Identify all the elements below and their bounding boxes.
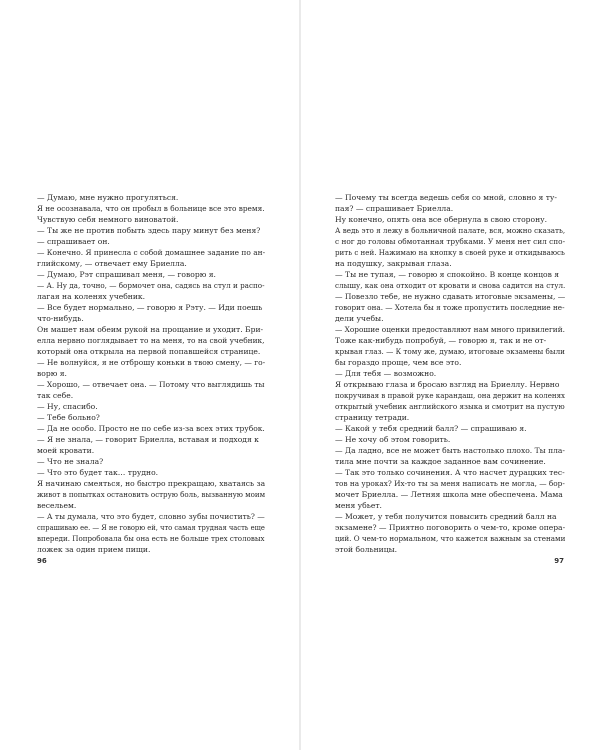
text-line: живот в попытках остановить острую боль, вызванную моим: [37, 490, 266, 499]
text-line: впереди. Попробовала бы она есть не больше трех столовых: [37, 534, 265, 543]
text-line: меня убьет.: [335, 501, 382, 510]
text-line: слышу, как она отходит от кровати и снова садится на стул.: [335, 281, 566, 290]
right-page-number: 97: [554, 557, 564, 565]
text-line: который она открыла на первой попавшейся странице.: [37, 347, 261, 356]
text-line: что-нибудь.: [37, 314, 84, 323]
text-line: — Ты же не против побыть здесь пару минут без меня?: [37, 226, 261, 235]
text-line: тила мне почти за каждое заданное вам сочинение.: [335, 457, 546, 466]
right-page: [300, 0, 600, 750]
right-page-text: [335, 192, 565, 555]
text-line: — Да не особо. Просто не по себе из-за всех этих трубок.: [37, 424, 265, 433]
text-line: тов на уроках? Их-то ты за меня написать не могла, — бор-: [335, 479, 565, 488]
text-line: — Что это будет так… трудно.: [37, 468, 159, 477]
text-line: — Что не знала?: [37, 457, 104, 466]
text-line: мочет Бриелла. — Летняя школа мне обеспечена. Мама: [335, 490, 563, 499]
text-line: пая? — спрашивает Бриелла.: [335, 204, 454, 213]
text-line: бы гораздо проще, чем все это.: [335, 358, 462, 367]
text-line: экзамене? — Приятно поговорить о чем-то, кроме опера-: [335, 523, 566, 532]
text-line: ций. О чем-то нормальном, что кажется важным за стенами: [335, 534, 566, 543]
text-line: — Хорошие оценки предоставляют нам много привилегий.: [335, 325, 565, 334]
text-line: — Какой у тебя средний балл? — спрашиваю я.: [335, 424, 527, 433]
text-line: Я открываю глаза и бросаю взгляд на Бриеллу. Нервно: [335, 380, 560, 389]
text-line: — Для тебя — возможно.: [335, 369, 437, 378]
text-line: — Ну, спасибо.: [37, 402, 98, 411]
text-line: Я не осознавала, что он пробыл в больнице все это время.: [37, 204, 265, 213]
text-line: — Не волнуйся, я не отброшу коньки в твою смену, — го-: [37, 358, 266, 367]
text-line: А ведь это я лежу в больничной палате, вся, можно сказать,: [335, 226, 566, 235]
left-page-number: 96: [37, 557, 47, 565]
text-line: говорит она. — Хотела бы я тоже пропустить последние не-: [335, 303, 565, 312]
text-line: этой больницы.: [335, 545, 398, 554]
text-line: Он машет нам обеим рукой на прощание и уходит. Бри-: [37, 325, 264, 334]
text-line: — А. Ну да, точно, — бормочет она, садясь на стул и распо-: [37, 281, 265, 290]
text-line: — Не хочу об этом говорить.: [335, 435, 451, 444]
text-line: Чувствую себя немного виноватой.: [37, 215, 179, 224]
text-line: — Я не знала, — говорит Бриелла, вставая и подходя к: [37, 435, 259, 444]
text-line: весельем.: [37, 501, 77, 510]
text-line: — Думаю, мне нужно прогуляться.: [37, 193, 179, 202]
text-line: моей кровати.: [37, 446, 95, 455]
text-line: спрашиваю ее. — Я не говорю ей, что самая трудная часть еще: [37, 523, 265, 532]
text-line: — Хорошо, — отвечает она. — Потому что выглядишь ты: [37, 380, 265, 389]
text-line: елла нервно поглядывает то на меня, то на свой учебник,: [37, 336, 265, 345]
text-line: — Конечно. Я принесла с собой домашнее задание по ан-: [37, 248, 266, 257]
text-line: глийскому, — отвечает ему Бриелла.: [37, 259, 187, 268]
text-line: ложек за один прием пищи.: [37, 545, 151, 554]
text-line: страницу тетради.: [335, 413, 410, 422]
text-line: — Да ладно, все не может быть настолько плохо. Ты пла-: [335, 446, 565, 455]
text-line: покручивая в правой руке карандаш, она держит на коленях: [335, 391, 566, 400]
left-page-text: [37, 192, 265, 555]
text-line: крывая глаз. — К тому же, думаю, итоговые экзамены были: [335, 347, 565, 356]
text-line: — Все будет нормально, — говорю я Рэту. — Иди поешь: [37, 303, 263, 312]
text-line: — Тебе больно?: [37, 413, 100, 422]
text-line: — Может, у тебя получится повысить средний балл на: [335, 512, 557, 521]
text-line: Ну конечно, опять она все обернула в свою сторону.: [335, 215, 548, 224]
text-line: открытый учебник английского языка и смотрит на пустую: [335, 402, 565, 411]
text-line: так себе.: [37, 391, 74, 400]
text-line: — А ты думала, что это будет, словно зубы почистить? —: [37, 512, 265, 521]
text-line: — Ты не тупая, — говорю я спокойно. В конце концов я: [335, 270, 560, 279]
text-line: лагая на коленях учебник.: [37, 292, 146, 301]
text-line: дели учебы.: [335, 314, 384, 323]
text-line: Тоже как-нибудь попробуй, — говорю я, так и не от-: [335, 336, 547, 345]
text-line: ворю я.: [37, 369, 67, 378]
text-line: — спрашивает он.: [37, 237, 110, 246]
text-line: с ног до головы обмотанная трубками. У меня нет сил спо-: [335, 237, 566, 246]
text-line: — Думаю, Рэт спрашивал меня, — говорю я.: [37, 270, 216, 279]
text-line: — Почему ты всегда ведешь себя со мной, словно я ту-: [335, 193, 557, 202]
text-line: рить с ней. Нажимаю на кнопку в своей руке и откидываюсь: [335, 248, 565, 257]
text-line: — Так это только сочинения. А что насчет дурацких тес-: [335, 468, 565, 477]
text-line: — Повезло тебе, не нужно сдавать итоговые экзамены, —: [335, 292, 566, 301]
text-line: Я начинаю смеяться, но быстро прекращаю, хватаясь за: [37, 479, 266, 488]
text-line: на подушку, закрывая глаза.: [335, 259, 452, 268]
